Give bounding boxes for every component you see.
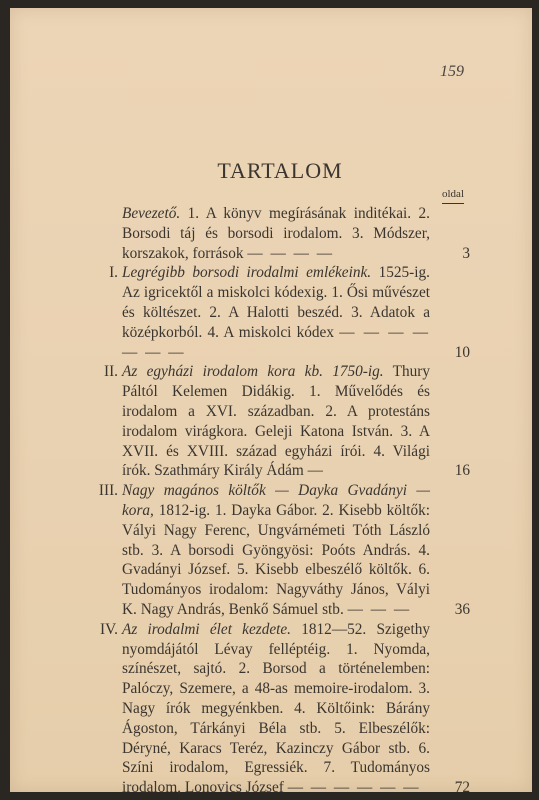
toc-entry-page: 10	[454, 343, 470, 361]
toc-entry	[90, 620, 470, 798]
toc-entry-page: 36	[454, 600, 470, 618]
toc-entry-page: 16	[454, 462, 470, 480]
toc-entry-page: 72	[454, 779, 470, 797]
book-page	[10, 8, 532, 797]
toc-entry-number: II.	[103, 363, 118, 381]
toc-leader: — — —	[347, 600, 412, 618]
toc-entry-text	[122, 263, 430, 362]
toc-entry-number: III.	[98, 482, 118, 500]
toc-entry	[90, 362, 470, 481]
toc-leader: — — — — — —	[287, 779, 421, 797]
toc-entry-heading: Legrégibb borsodi irodalmi emlékeink.	[122, 264, 372, 282]
toc-entry-heading: Bevezető.	[122, 205, 181, 222]
page-title: TARTALOM	[217, 158, 343, 183]
toc-entry-body: Thury Páltól Kelemen Didákig. 1. Művelődés és irodalom a XVI. században. 2. A protestáns irodalom virágkora. Geleji Katona István. 3. A XVII. és XVIII. század egyházi írói. 4. Világi írók. Szathmáry Király Ádám	[122, 363, 430, 480]
toc-entry-text	[122, 362, 430, 481]
toc-entry-page: 3	[462, 244, 470, 262]
toc-entry-heading: Az irodalmi élet kezdete.	[122, 620, 291, 638]
toc-entry-body: 1. A könyv megírásának inditékai. 2. Borsodi táj és borsodi irodalom. 3. Módszer, korszakok, források	[122, 205, 430, 262]
toc-entry-number: I.	[109, 264, 118, 282]
toc-entry	[90, 204, 470, 263]
table-of-contents	[90, 204, 470, 798]
toc-entry-text	[122, 481, 430, 620]
toc-entry-body: 1812-ig. 1. Dayka Gábor. 2. Kisebb költők: Vályi Nagy Ferenc, Ungvárnémeti Tóth László stb. 3. A borsodi Gyöngyösi: Poóts András. 4. Gvadányi József. 5. Kisebb elbeszélő költők. 6. Tudományos irodalom: Nagyváthy János, Vályi K. Nagy András, Benkő Sámuel stb.	[122, 501, 430, 618]
toc-entry-heading: Az egyházi irodalom kora kb. 1750-ig.	[122, 363, 384, 381]
toc-entry-text	[122, 620, 430, 798]
toc-leader: —	[307, 462, 325, 480]
toc-entry-number: IV.	[100, 620, 118, 638]
toc-leader: — — — —	[247, 244, 334, 262]
toc-leader: — — — — — — —	[122, 323, 430, 361]
toc-entry-heading: Nagy magános költők — Dayka Gvadányi — kora,	[122, 482, 430, 519]
page-column-label: oldal	[442, 188, 464, 200]
toc-entry-body: 1812—52. Szigethy nyomdájától Lévay felléptéig. 1. Nyomda, színészet, sajtó. 2. Borsod a történelemben: Palóczy, Szemere, a 48-as memoire-irodalom. 3. Nagy írók megyénkben. 4. Költőink: Bárány Ágoston, Tárkányi Béla stb. 5. Elbeszélők: Déryné, Karacs Teréz, Kazinczy Gábor stb. 6. Színi irodalom, Egressiék. 7. Tudományos irodalom, Lonovics József	[122, 620, 430, 797]
toc-entry	[90, 481, 470, 620]
toc-entry-text	[122, 204, 430, 263]
page-number: 159	[440, 63, 464, 80]
toc-entry	[90, 263, 470, 362]
toc-entry-number	[90, 204, 122, 263]
toc-entry-body: 1525-ig. Az igricektől a miskolci kódexig. 1. Ősi művészet és költészet. 2. A Halotti beszéd. 3. Adatok a középkorból. 4. A miskolci kódex	[122, 264, 430, 341]
